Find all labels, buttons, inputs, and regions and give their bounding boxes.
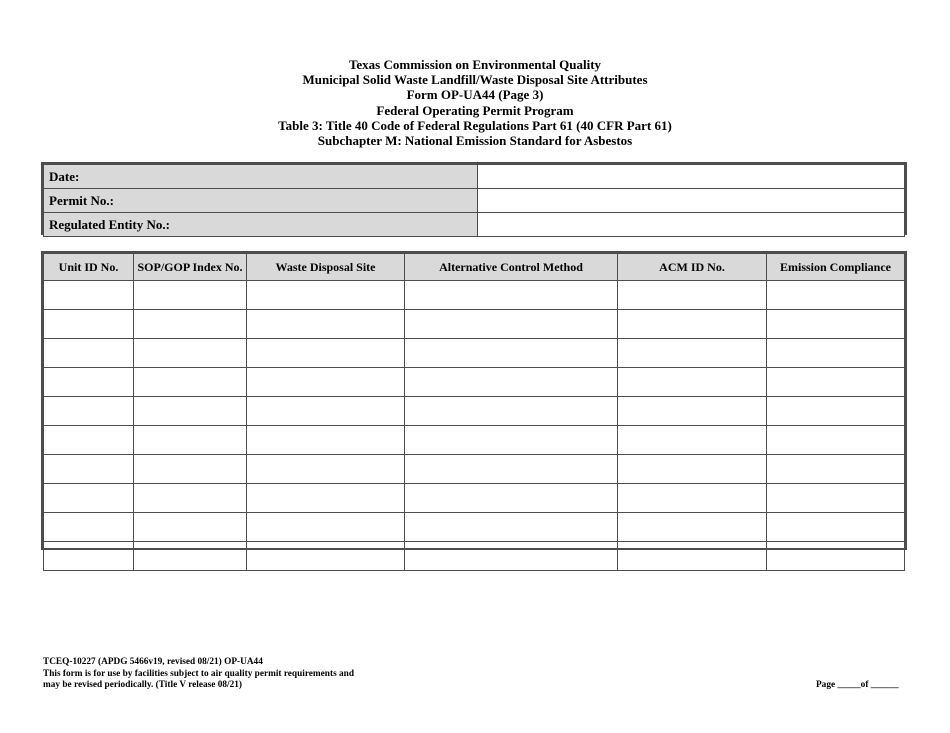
cell-unit-id[interactable] [44,368,134,397]
cell-alternative-control-method[interactable] [405,426,618,455]
cell-alternative-control-method[interactable] [405,542,618,571]
column-header-emission-compliance: Emission Compliance [767,254,905,281]
permit-number-label: Permit No.: [44,189,478,213]
cell-emission-compliance[interactable] [767,542,905,571]
column-header-acm-id: ACM ID No. [618,254,767,281]
cell-acm-id[interactable] [618,310,767,339]
table-row [44,281,905,310]
cell-sop-gop-index[interactable] [134,397,247,426]
cell-unit-id[interactable] [44,513,134,542]
cell-sop-gop-index[interactable] [134,484,247,513]
form-release-note: may be revised periodically. (Title V release 08/21) [43,680,243,690]
date-label: Date: [44,165,478,189]
cell-acm-id[interactable] [618,484,767,513]
cell-acm-id[interactable] [618,455,767,484]
cell-emission-compliance[interactable] [767,339,905,368]
cell-alternative-control-method[interactable] [405,281,618,310]
cell-sop-gop-index[interactable] [134,542,247,571]
table-row [44,455,905,484]
cell-unit-id[interactable] [44,426,134,455]
table-row [44,513,905,542]
regulated-entity-label: Regulated Entity No.: [44,213,478,237]
form-number: Form OP-UA44 (Page 3) [406,87,544,103]
cell-unit-id[interactable] [44,484,134,513]
cell-sop-gop-index[interactable] [134,513,247,542]
cell-emission-compliance[interactable] [767,281,905,310]
identification-box [41,162,907,235]
table-row [44,310,905,339]
cell-alternative-control-method[interactable] [405,455,618,484]
program-name: Federal Operating Permit Program [376,102,574,118]
table-header-row [44,254,905,281]
cell-sop-gop-index[interactable] [134,281,247,310]
cell-unit-id[interactable] [44,542,134,571]
table-row [44,542,905,571]
cell-emission-compliance[interactable] [767,426,905,455]
form-title: Municipal Solid Waste Landfill/Waste Disposal Site Attributes [302,72,648,88]
cell-alternative-control-method[interactable] [405,368,618,397]
regulated-entity-field[interactable] [478,213,905,237]
cell-acm-id[interactable] [618,339,767,368]
table-row [44,426,905,455]
cell-emission-compliance[interactable] [767,368,905,397]
cell-waste-disposal-site[interactable] [247,339,405,368]
cell-acm-id[interactable] [618,281,767,310]
form-usage-note: This form is for use by facilities subject to air quality permit requirements and [43,668,355,679]
cell-sop-gop-index[interactable] [134,368,247,397]
cell-acm-id[interactable] [618,397,767,426]
cell-alternative-control-method[interactable] [405,397,618,426]
cell-unit-id[interactable] [44,455,134,484]
form-footer [43,657,354,692]
cell-emission-compliance[interactable] [767,484,905,513]
cell-waste-disposal-site[interactable] [247,397,405,426]
cell-alternative-control-method[interactable] [405,484,618,513]
form-revision: TCEQ-10227 (APDG 5466v19, revised 08/21) OP-UA44 [43,657,263,667]
cell-sop-gop-index[interactable] [134,455,247,484]
page-number: Page _____of ______ [816,680,899,690]
table-title: Table 3: Title 40 Code of Federal Regulations Part 61 (40 CFR Part 61) [278,117,672,133]
cell-emission-compliance[interactable] [767,397,905,426]
table-row [44,368,905,397]
column-header-waste-disposal-site: Waste Disposal Site [247,254,405,281]
cell-acm-id[interactable] [618,542,767,571]
cell-unit-id[interactable] [44,310,134,339]
cell-acm-id[interactable] [618,426,767,455]
cell-waste-disposal-site[interactable] [247,368,405,397]
column-header-unit-id: Unit ID No. [44,254,134,281]
cell-sop-gop-index[interactable] [134,426,247,455]
cell-unit-id[interactable] [44,339,134,368]
agency-title: Texas Commission on Environmental Quality [348,57,602,72]
cell-emission-compliance[interactable] [767,513,905,542]
cell-waste-disposal-site[interactable] [247,426,405,455]
cell-waste-disposal-site[interactable] [247,455,405,484]
cell-waste-disposal-site[interactable] [247,542,405,571]
attributes-table [41,251,907,550]
cell-sop-gop-index[interactable] [134,339,247,368]
date-field[interactable] [478,165,905,189]
cell-waste-disposal-site[interactable] [247,484,405,513]
cell-acm-id[interactable] [618,368,767,397]
cell-waste-disposal-site[interactable] [247,281,405,310]
cell-sop-gop-index[interactable] [134,310,247,339]
cell-unit-id[interactable] [44,281,134,310]
cell-alternative-control-method[interactable] [405,310,618,339]
cell-alternative-control-method[interactable] [405,513,618,542]
column-header-alternative-control-method: Alternative Control Method [405,254,618,281]
table-row [44,397,905,426]
cell-emission-compliance[interactable] [767,455,905,484]
cell-unit-id[interactable] [44,397,134,426]
cell-alternative-control-method[interactable] [405,339,618,368]
cell-waste-disposal-site[interactable] [247,513,405,542]
subchapter-title: Subchapter M: National Emission Standard for Asbestos [317,133,633,149]
permit-number-field[interactable] [478,189,905,213]
table-row [44,484,905,513]
cell-emission-compliance[interactable] [767,310,905,339]
cell-acm-id[interactable] [618,513,767,542]
table-row [44,339,905,368]
cell-waste-disposal-site[interactable] [247,310,405,339]
column-header-sop-gop-index: SOP/GOP Index No. [134,254,247,281]
form-header [0,57,950,148]
